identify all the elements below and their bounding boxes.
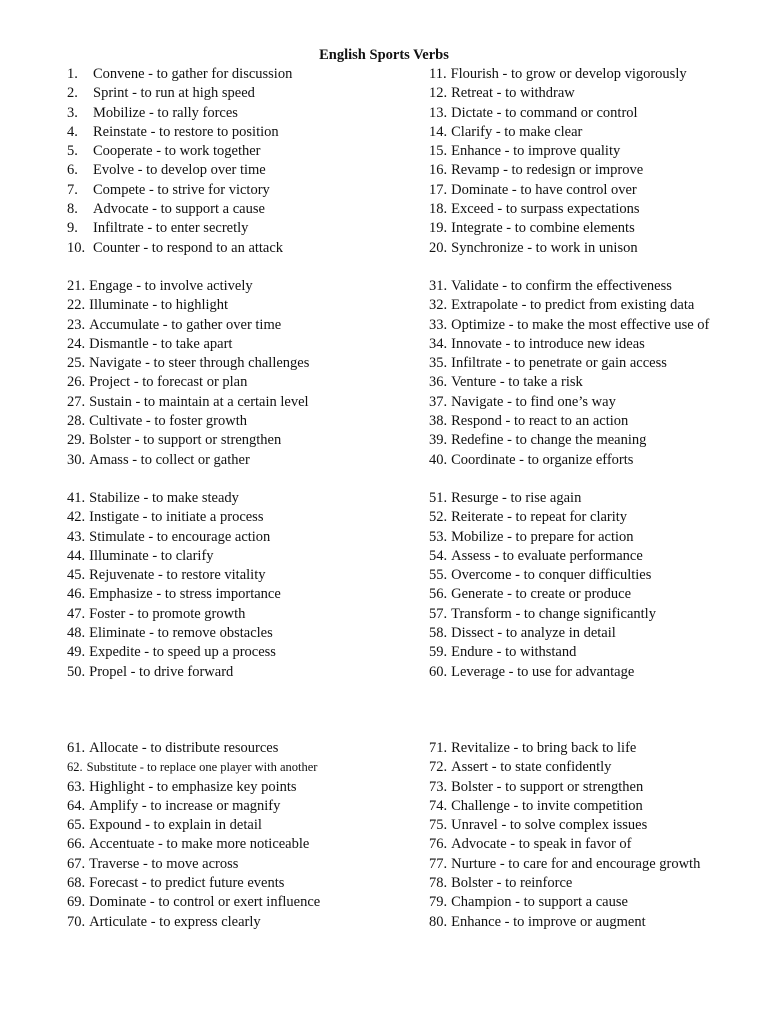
item-definition: Optimize - to make the most effective use of — [451, 316, 710, 333]
item-number: 55. — [429, 567, 448, 584]
list-item — [67, 200, 407, 219]
list-item — [67, 605, 407, 624]
item-definition: Revamp - to redesign or improve — [451, 162, 644, 179]
item-number: 42. — [67, 509, 86, 526]
item-number: 50. — [67, 663, 86, 680]
list-item — [67, 778, 407, 797]
list-item — [67, 508, 407, 527]
list-item — [67, 296, 407, 315]
item-number: 4. — [67, 123, 78, 140]
list-item — [67, 104, 407, 123]
item-number: 48. — [67, 625, 86, 642]
list-item — [429, 161, 768, 180]
item-definition: Coordinate - to organize efforts — [451, 451, 634, 468]
item-number: 51. — [429, 490, 448, 506]
item-number: 75. — [429, 817, 448, 834]
item-number: 18. — [429, 201, 448, 218]
list-item — [67, 585, 407, 604]
item-definition: Compete - to strive for victory — [93, 181, 270, 198]
item-definition: Flourish - to grow or develop vigorously — [450, 66, 687, 82]
item-definition: Counter - to respond to an attack — [93, 239, 284, 256]
item-number: 16. — [429, 162, 448, 179]
list-item — [67, 758, 407, 777]
item-definition: Bolster - to support or strengthen — [451, 778, 644, 795]
item-number: 12. — [429, 85, 448, 102]
verb-column-left — [67, 489, 407, 682]
list-item — [429, 393, 768, 412]
item-number: 74. — [429, 797, 448, 814]
item-definition: Integrate - to combine elements — [451, 220, 635, 237]
list-item — [429, 835, 768, 854]
item-definition: Reinstate - to restore to position — [93, 123, 279, 140]
item-number: 41. — [67, 490, 86, 506]
item-definition: Transform - to change significantly — [451, 605, 656, 622]
item-number: 40. — [429, 451, 448, 468]
item-number: 21. — [67, 278, 86, 294]
item-number: 78. — [429, 875, 448, 892]
item-definition: Bolster - to support or strengthen — [89, 432, 282, 449]
item-number: 68. — [67, 875, 86, 892]
list-item — [67, 219, 407, 238]
item-number: 66. — [67, 836, 86, 853]
verb-column-right — [429, 739, 768, 932]
list-item — [429, 508, 768, 527]
list-item — [429, 778, 768, 797]
item-definition: Generate - to create or produce — [451, 586, 632, 603]
list-item — [67, 316, 407, 335]
item-definition: Enhance - to improve quality — [451, 143, 621, 160]
item-definition: Dictate - to command or control — [451, 104, 638, 121]
item-number: 39. — [429, 432, 448, 449]
item-number: 22. — [67, 297, 86, 314]
item-definition: Assess - to evaluate performance — [451, 547, 643, 564]
item-definition: Convene - to gather for discussion — [93, 66, 293, 82]
item-definition: Innovate - to introduce new ideas — [451, 335, 645, 352]
list-item — [429, 739, 768, 758]
item-definition: Champion - to support a cause — [451, 894, 628, 911]
list-item — [429, 797, 768, 816]
list-item — [429, 104, 768, 123]
item-definition: Unravel - to solve complex issues — [451, 817, 648, 834]
item-number: 25. — [67, 355, 86, 372]
list-item — [429, 643, 768, 662]
item-number: 23. — [67, 316, 86, 333]
list-item — [67, 393, 407, 412]
list-item — [429, 605, 768, 624]
item-number: 17. — [429, 181, 448, 198]
item-number: 3. — [67, 104, 78, 121]
item-number: 29. — [67, 432, 86, 449]
item-definition: Synchronize - to work in unison — [451, 239, 638, 256]
item-definition: Articulate - to express clearly — [89, 913, 261, 930]
item-number: 57. — [429, 605, 448, 622]
item-number: 10. — [67, 239, 86, 256]
list-item — [67, 663, 407, 682]
verb-column-right — [429, 277, 768, 470]
item-number: 7. — [67, 181, 78, 198]
item-definition: Overcome - to conquer difficulties — [451, 567, 652, 584]
item-number: 35. — [429, 355, 448, 372]
list-item — [429, 65, 768, 84]
item-number: 5. — [67, 143, 78, 160]
item-definition: Project - to forecast or plan — [89, 374, 248, 391]
list-item — [67, 816, 407, 835]
item-definition: Engage - to involve actively — [89, 278, 253, 294]
list-item — [429, 84, 768, 103]
item-definition: Mobilize - to rally forces — [93, 104, 238, 121]
item-number: 45. — [67, 567, 86, 584]
item-definition: Allocate - to distribute resources — [89, 740, 279, 756]
item-number: 2. — [67, 85, 78, 102]
item-definition: Expedite - to speed up a process — [89, 644, 276, 661]
list-item — [429, 316, 768, 335]
list-item — [429, 354, 768, 373]
list-item — [429, 431, 768, 450]
list-item — [429, 566, 768, 585]
item-number: 32. — [429, 297, 448, 314]
list-item — [429, 489, 768, 508]
list-item — [429, 585, 768, 604]
item-definition: Bolster - to reinforce — [451, 875, 573, 892]
item-number: 34. — [429, 335, 448, 352]
list-item — [429, 758, 768, 777]
item-number: 33. — [429, 316, 448, 333]
item-definition: Clarify - to make clear — [451, 123, 583, 140]
list-item — [429, 451, 768, 470]
item-definition: Substitute - to replace one player with another — [86, 760, 318, 775]
item-definition: Enhance - to improve or augment — [451, 913, 646, 930]
item-definition: Forecast - to predict future events — [89, 875, 285, 892]
item-definition: Exceed - to surpass expectations — [451, 201, 640, 218]
item-definition: Highlight - to emphasize key points — [89, 778, 297, 795]
list-item — [67, 835, 407, 854]
item-definition: Infiltrate - to enter secretly — [93, 220, 249, 237]
item-number: 52. — [429, 509, 448, 526]
item-number: 58. — [429, 625, 448, 642]
list-item — [67, 431, 407, 450]
item-number: 43. — [67, 528, 86, 545]
list-item — [429, 663, 768, 682]
item-definition: Leverage - to use for advantage — [451, 663, 635, 680]
list-item — [429, 528, 768, 547]
item-definition: Cultivate - to foster growth — [89, 413, 247, 430]
item-number: 62. — [67, 760, 83, 775]
item-definition: Advocate - to support a cause — [93, 201, 265, 218]
list-item — [429, 855, 768, 874]
item-number: 72. — [429, 759, 448, 776]
item-number: 60. — [429, 663, 448, 680]
verb-column-right — [429, 65, 768, 258]
list-item — [67, 489, 407, 508]
item-definition: Extrapolate - to predict from existing data — [451, 297, 695, 314]
item-definition: Venture - to take a risk — [451, 374, 583, 391]
item-definition: Mobilize - to prepare for action — [451, 528, 634, 545]
item-number: 54. — [429, 547, 448, 564]
item-definition: Dismantle - to take apart — [89, 335, 233, 352]
item-definition: Emphasize - to stress importance — [89, 586, 281, 603]
item-number: 37. — [429, 393, 448, 410]
list-item — [67, 528, 407, 547]
item-number: 79. — [429, 894, 448, 911]
list-item — [67, 123, 407, 142]
item-number: 63. — [67, 778, 86, 795]
item-definition: Dominate - to control or exert influence — [89, 894, 321, 911]
verb-column-left — [67, 739, 407, 932]
item-definition: Amass - to collect or gather — [89, 451, 250, 468]
item-definition: Rejuvenate - to restore vitality — [89, 567, 266, 584]
item-number: 73. — [429, 778, 448, 795]
item-number: 28. — [67, 413, 86, 430]
item-definition: Advocate - to speak in favor of — [451, 836, 632, 853]
item-number: 26. — [67, 374, 86, 391]
list-item — [429, 181, 768, 200]
item-definition: Infiltrate - to penetrate or gain access — [451, 355, 667, 372]
list-item — [67, 797, 407, 816]
item-number: 77. — [429, 855, 448, 872]
item-number: 46. — [67, 586, 86, 603]
item-number: 8. — [67, 201, 78, 218]
item-definition: Dissect - to analyze in detail — [451, 625, 616, 642]
item-number: 9. — [67, 220, 78, 237]
item-definition: Evolve - to develop over time — [93, 162, 266, 179]
item-definition: Challenge - to invite competition — [451, 797, 643, 814]
item-definition: Assert - to state confidently — [451, 759, 612, 776]
item-definition: Navigate - to steer through challenges — [89, 355, 310, 372]
item-definition: Validate - to confirm the effectiveness — [451, 278, 672, 294]
item-definition: Amplify - to increase or magnify — [89, 797, 281, 814]
item-number: 38. — [429, 413, 448, 430]
item-definition: Redefine - to change the meaning — [451, 432, 647, 449]
list-item — [67, 65, 407, 84]
list-item — [429, 277, 768, 296]
list-item — [67, 855, 407, 874]
item-number: 13. — [429, 104, 448, 121]
item-number: 53. — [429, 528, 448, 545]
item-number: 49. — [67, 644, 86, 661]
item-number: 6. — [67, 162, 78, 179]
item-number: 20. — [429, 239, 448, 256]
list-item — [429, 874, 768, 893]
list-item — [67, 181, 407, 200]
item-number: 47. — [67, 605, 86, 622]
item-definition: Cooperate - to work together — [93, 143, 261, 160]
item-definition: Eliminate - to remove obstacles — [89, 625, 273, 642]
item-definition: Stimulate - to encourage action — [89, 528, 271, 545]
list-item — [67, 84, 407, 103]
list-item — [67, 373, 407, 392]
list-item — [67, 913, 407, 932]
list-item — [429, 893, 768, 912]
item-number: 44. — [67, 547, 86, 564]
item-number: 24. — [67, 335, 86, 352]
item-definition: Accentuate - to make more noticeable — [89, 836, 310, 853]
list-item — [67, 643, 407, 662]
item-number: 15. — [429, 143, 448, 160]
item-definition: Reiterate - to repeat for clarity — [451, 509, 628, 526]
item-definition: Instigate - to initiate a process — [89, 509, 264, 526]
item-definition: Endure - to withstand — [451, 644, 577, 661]
list-item — [67, 451, 407, 470]
item-number: 14. — [429, 123, 448, 140]
item-number: 61. — [67, 740, 86, 756]
verb-column-right — [429, 489, 768, 682]
list-item — [429, 239, 768, 258]
list-item — [67, 893, 407, 912]
item-definition: Sprint - to run at high speed — [93, 85, 255, 102]
item-number: 11. — [429, 66, 447, 82]
list-item — [429, 219, 768, 238]
page-title: English Sports Verbs — [319, 47, 449, 63]
list-item — [429, 296, 768, 315]
item-definition: Nurture - to care for and encourage growth — [451, 855, 701, 872]
item-definition: Navigate - to find one’s way — [451, 393, 616, 410]
item-number: 31. — [429, 278, 448, 294]
list-item — [429, 200, 768, 219]
item-definition: Sustain - to maintain at a certain level — [89, 393, 309, 410]
list-item — [67, 142, 407, 161]
list-item — [429, 624, 768, 643]
item-definition: Resurge - to rise again — [451, 490, 582, 506]
item-definition: Illuminate - to clarify — [89, 547, 214, 564]
list-item — [429, 412, 768, 431]
list-item — [67, 335, 407, 354]
item-number: 59. — [429, 644, 448, 661]
list-item — [67, 566, 407, 585]
list-item — [429, 547, 768, 566]
list-item — [67, 547, 407, 566]
list-item — [67, 739, 407, 758]
item-definition: Dominate - to have control over — [451, 181, 637, 198]
item-number: 27. — [67, 393, 86, 410]
item-definition: Revitalize - to bring back to life — [451, 740, 637, 756]
item-definition: Foster - to promote growth — [89, 605, 246, 622]
item-definition: Expound - to explain in detail — [89, 817, 262, 834]
list-item — [67, 354, 407, 373]
item-definition: Traverse - to move across — [89, 855, 239, 872]
item-number: 65. — [67, 817, 86, 834]
item-number: 70. — [67, 913, 86, 930]
list-item — [429, 335, 768, 354]
item-number: 80. — [429, 913, 448, 930]
item-number: 36. — [429, 374, 448, 391]
item-definition: Illuminate - to highlight — [89, 297, 229, 314]
item-definition: Accumulate - to gather over time — [89, 316, 282, 333]
list-item — [429, 816, 768, 835]
item-number: 30. — [67, 451, 86, 468]
item-number: 67. — [67, 855, 86, 872]
list-item — [67, 239, 407, 258]
item-number: 69. — [67, 894, 86, 911]
item-definition: Respond - to react to an action — [451, 413, 629, 430]
list-item — [429, 373, 768, 392]
item-definition: Retreat - to withdraw — [451, 85, 575, 102]
list-item — [67, 277, 407, 296]
verb-column-left — [67, 65, 407, 258]
item-number: 76. — [429, 836, 448, 853]
list-item — [429, 142, 768, 161]
list-item — [67, 161, 407, 180]
list-item — [67, 874, 407, 893]
list-item — [67, 624, 407, 643]
list-item — [67, 412, 407, 431]
list-item — [429, 123, 768, 142]
item-number: 56. — [429, 586, 448, 603]
list-item — [429, 913, 768, 932]
item-number: 19. — [429, 220, 448, 237]
verb-column-left — [67, 277, 407, 470]
item-definition: Propel - to drive forward — [89, 663, 234, 680]
item-number: 1. — [67, 66, 78, 82]
item-number: 71. — [429, 740, 448, 756]
item-number: 64. — [67, 797, 86, 814]
item-definition: Stabilize - to make steady — [89, 490, 239, 506]
